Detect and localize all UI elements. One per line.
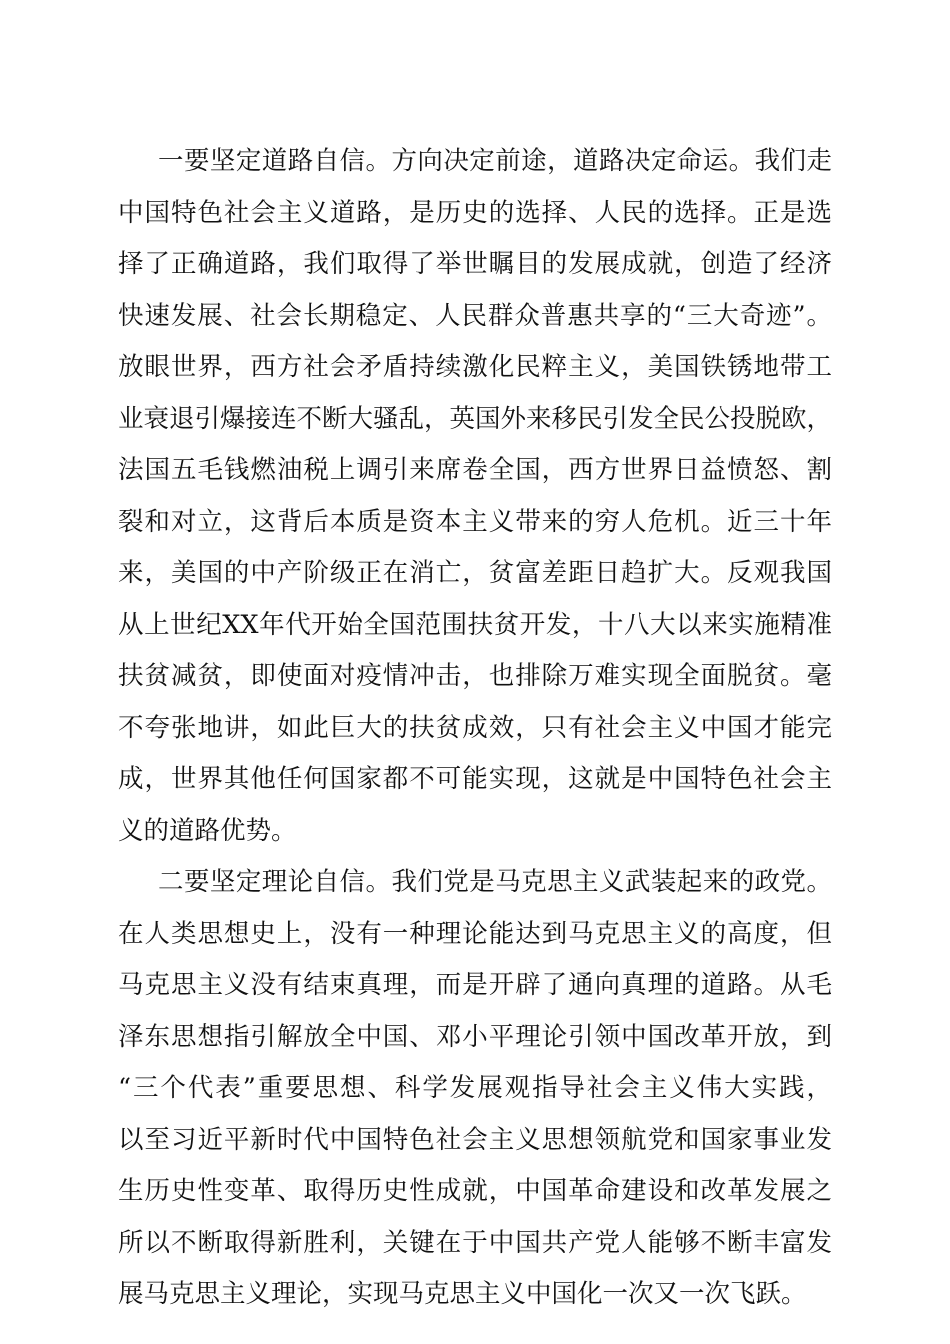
paragraph-line: 义的道路优势。	[118, 815, 297, 846]
paragraph-line: 展马克思主义理论，实现马克思主义中国化一次又一次飞跃。	[118, 1279, 807, 1309]
paragraph-line: 在人类思想史上，没有一种理论能达到马克思主义的高度，但	[118, 918, 832, 949]
document-body	[118, 136, 832, 1321]
paragraph-line: 来，美国的中产阶级正在消亡，贫富差距日趋扩大。反观我国	[118, 558, 832, 588]
paragraph-line: 中国特色社会主义道路，是历史的选择、人民的选择。正是选	[118, 197, 832, 228]
paragraph-line: 二要坚定理论自信。我们党是马克思主义武装起来的政党。	[158, 867, 832, 897]
paragraph-line: “三个代表”重要思想、科学发展观指导社会主义伟大实践，	[118, 1073, 832, 1103]
paragraph-line: 马克思主义没有结束真理，而是开辟了通向真理的道路。从毛	[118, 970, 832, 1000]
paragraph-line: 放眼世界，西方社会矛盾持续激化民粹主义，美国铁锈地带工	[118, 352, 832, 382]
paragraph-line: 成，世界其他任何国家都不可能实现，这就是中国特色社会主	[118, 764, 832, 794]
paragraph-line: 法国五毛钱燃油税上调引来席卷全国，西方世界日益愤怒、割	[118, 455, 832, 485]
paragraph-line: 一要坚定道路自信。方向决定前途，道路决定命运。我们走	[158, 146, 832, 176]
paragraph-line: 扶贫减贫，即使面对疫情冲击，也排除万难实现全面脱贫。毫	[118, 661, 832, 691]
paragraph-line: 以至习近平新时代中国特色社会主义思想领航党和国家事业发	[118, 1124, 832, 1155]
paragraph-line: 裂和对立，这背后本质是资本主义带来的穷人危机。近三十年	[118, 506, 832, 537]
paragraph-line: 业衰退引爆接连不断大骚乱，英国外来移民引发全民公投脱欧，	[118, 403, 833, 434]
paragraph-line: 所以不断取得新胜利，关键在于中国共产党人能够不断丰富发	[118, 1227, 832, 1258]
paragraph-line: 生历史性变革、取得历史性成就，中国革命建设和改革发展之	[118, 1176, 832, 1206]
paragraph-line: 快速发展、社会长期稳定、人民群众普惠共享的“三大奇迹”。	[118, 300, 832, 331]
paragraph-theory-confidence	[118, 857, 832, 1321]
paragraph-line: 不夸张地讲，如此巨大的扶贫成效，只有社会主义中国才能完	[118, 712, 832, 743]
paragraph-line: 泽东思想指引解放全中国、邓小平理论引领中国改革开放，到	[118, 1021, 832, 1052]
paragraph-line: 择了正确道路，我们取得了举世瞩目的发展成就，创造了经济	[118, 249, 832, 279]
paragraph-line: 从上世纪XX年代开始全国范围扶贫开发，十八大以来实施精准	[118, 609, 832, 640]
paragraph-road-confidence	[118, 136, 832, 857]
